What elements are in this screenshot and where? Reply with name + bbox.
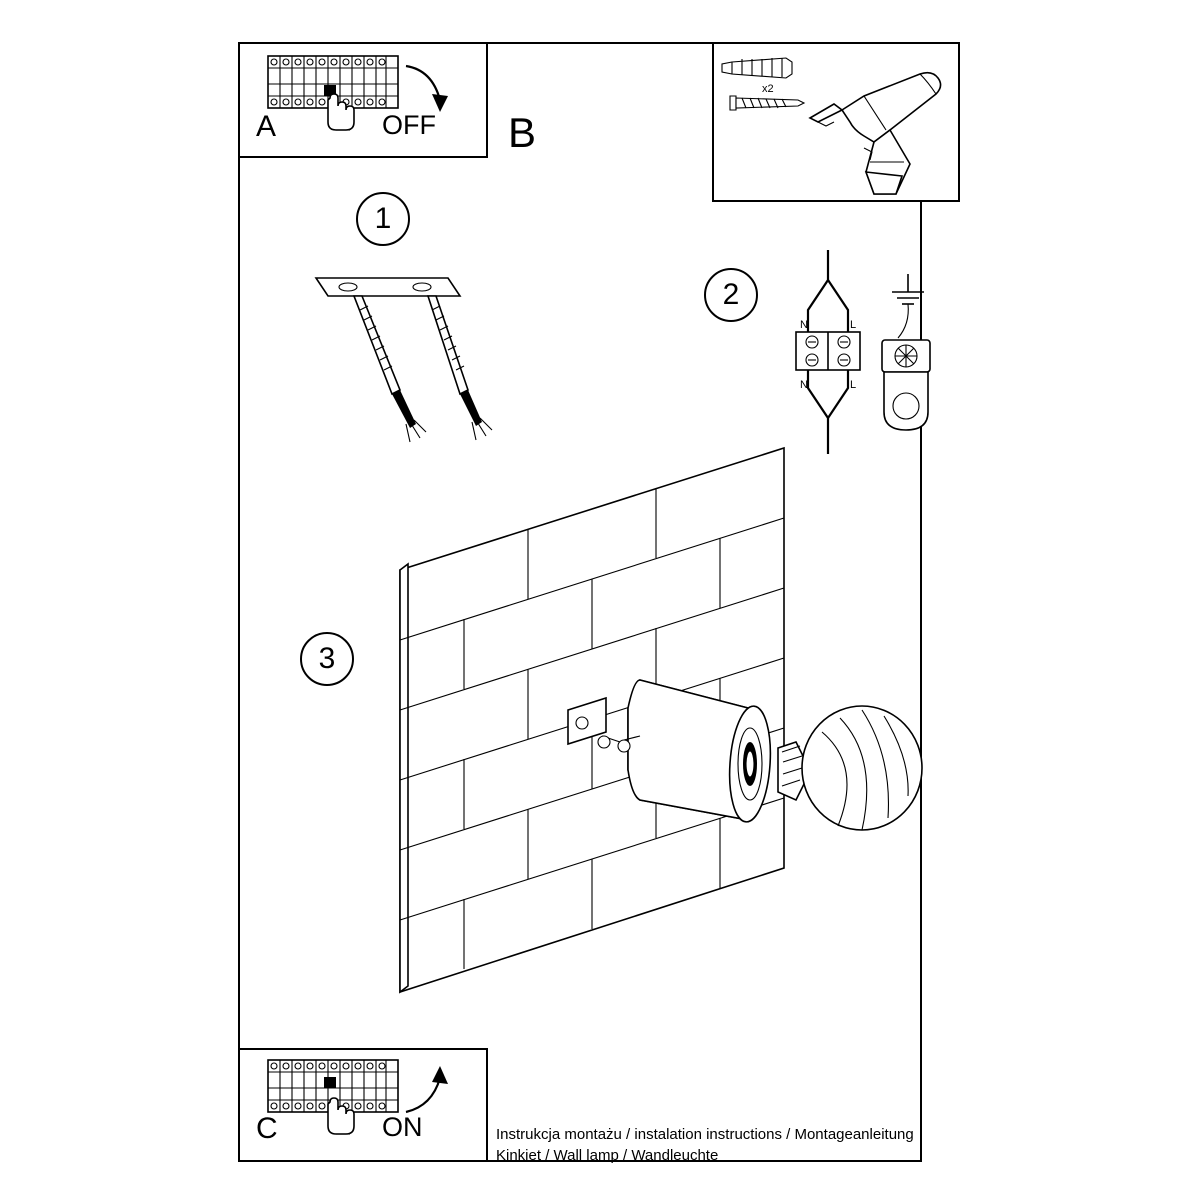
caption-line-1: Instrukcja montażu / instalation instructions / Montageanleitung xyxy=(496,1126,914,1143)
step-a-label: OFF xyxy=(382,110,436,140)
step-3-circle xyxy=(300,632,354,686)
step-1-circle xyxy=(356,192,410,246)
step-2-number: 2 xyxy=(722,278,740,311)
screw-icon xyxy=(730,96,804,110)
wall-plug-icon xyxy=(722,58,792,78)
terminal-label-l-bottom: L xyxy=(850,379,857,391)
terminal-label-l-top: L xyxy=(850,319,857,331)
earth-symbol-icon xyxy=(892,274,924,338)
light-bulb xyxy=(778,706,922,830)
step-1-illustration xyxy=(300,272,520,452)
step-2-illustration xyxy=(780,248,960,468)
terminal-label-n-bottom: N xyxy=(800,379,808,391)
step-3-number: 3 xyxy=(318,642,336,675)
plug-quantity-label: x2 xyxy=(762,83,774,95)
terminal-label-n-top: N xyxy=(800,319,808,331)
step-3-illustration xyxy=(392,440,952,1000)
step-b-letter: B xyxy=(508,109,537,156)
drill-icon xyxy=(810,73,941,194)
step-c-label: ON xyxy=(382,1112,423,1142)
lamp-connector-icon xyxy=(882,340,930,430)
step-c-box xyxy=(238,1048,488,1162)
step-2-circle xyxy=(704,268,758,322)
step-c-letter: C xyxy=(256,1112,278,1145)
fuse-box-off-illustration xyxy=(240,44,486,156)
step-a-box xyxy=(238,42,488,158)
drill-and-plugs-illustration xyxy=(714,44,958,200)
step-1-number: 1 xyxy=(374,202,392,235)
step-b-box xyxy=(712,42,960,202)
caption-line-2: Kinkiet / Wall lamp / Wandleuchte xyxy=(496,1147,719,1164)
step-a-letter: A xyxy=(256,110,277,143)
